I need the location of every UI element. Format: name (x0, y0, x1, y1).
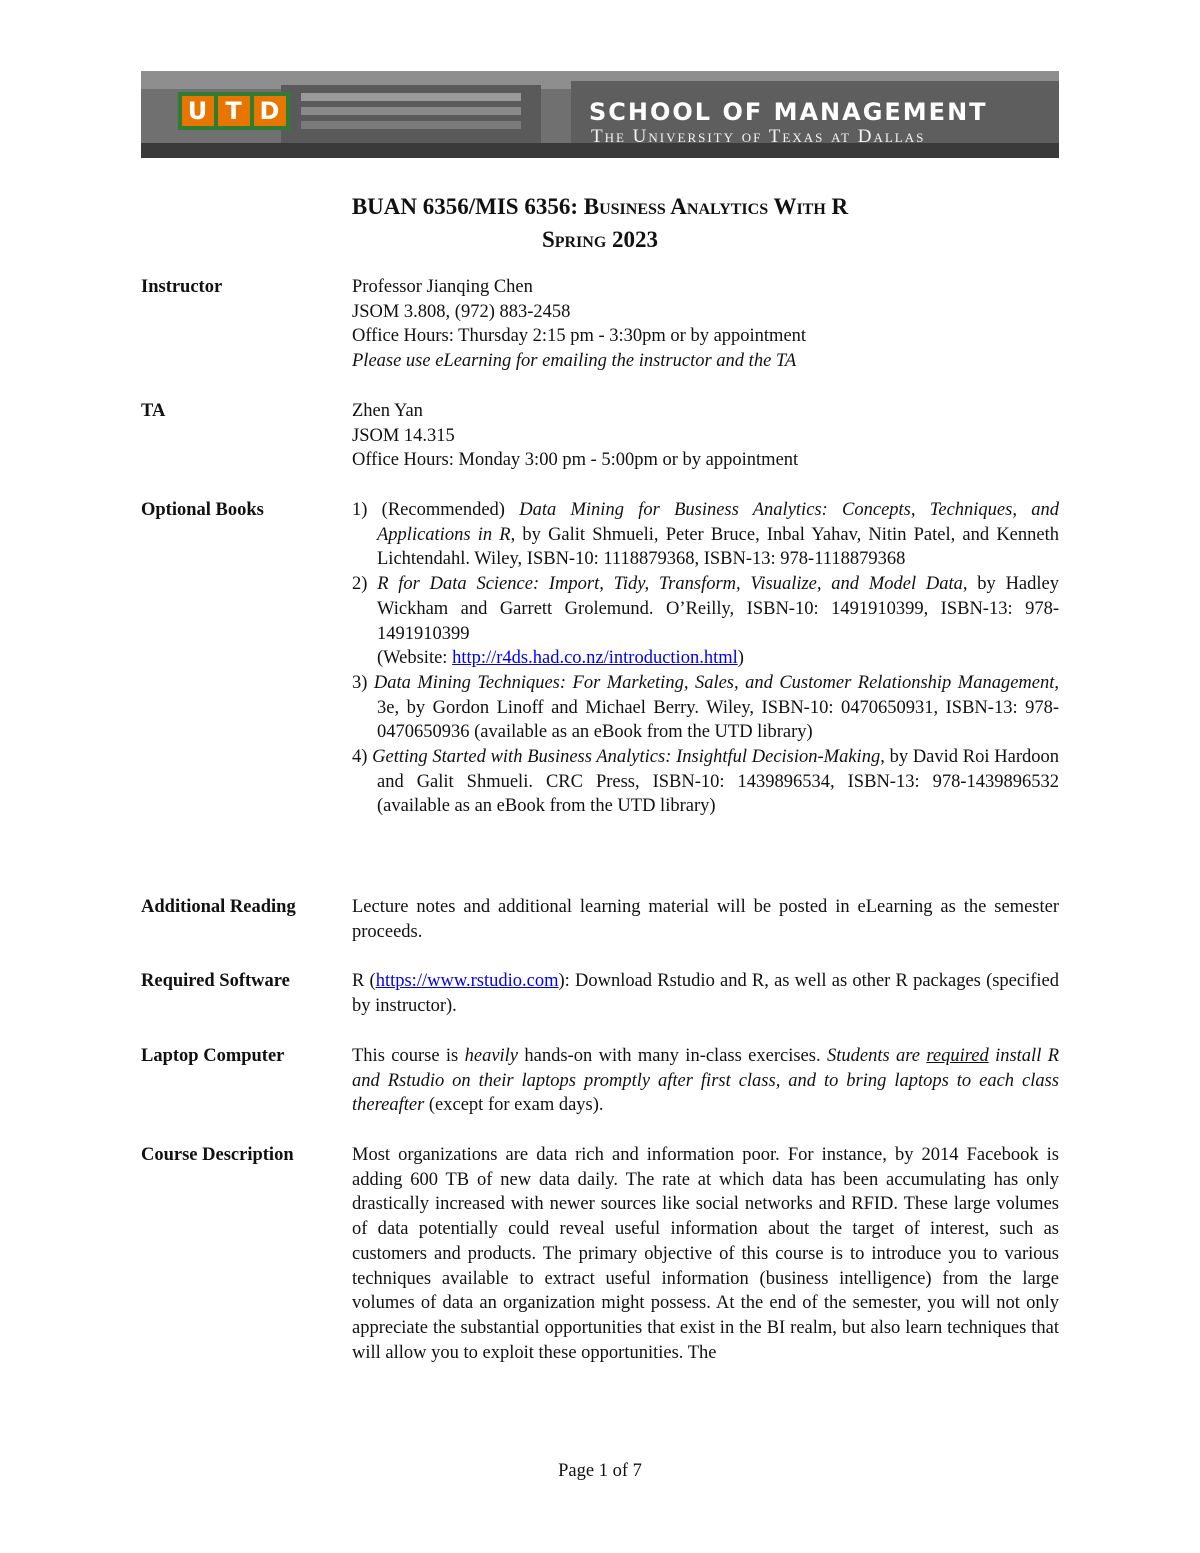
book-1-details: , by Galit Shmueli, Peter Bruce, Inbal Yahav, Nitin Patel, and Kenneth Lichtendahl. Wiley, ISBN-10: 1118879368, ISBN-13: 978-1118879368 (377, 524, 1059, 570)
book-item-3 (352, 671, 1059, 745)
course-term: Spring 2023 (541, 227, 659, 252)
book-item-4 (352, 745, 1059, 819)
laptop-text-3: Students are (826, 1046, 927, 1066)
book-2-title: R for Data Science (377, 574, 533, 595)
software-text (352, 969, 1059, 1018)
university-name: The University of Texas at Dallas (591, 126, 926, 147)
reading-text: Lecture notes and additional learning material will be posted in eLearning as the semester proceeds. (352, 897, 1059, 942)
laptop-text-1: This course is (352, 1046, 465, 1066)
book-2-website-prefix: (Website: (377, 648, 453, 669)
instructor-name: Professor Jianqing Chen (352, 277, 533, 297)
book-3-title: Data Mining Techniques: For Marketing, Sales, and Customer Relationship Management (373, 672, 1055, 693)
books-list (352, 498, 1059, 819)
laptop-label: Laptop Computer (141, 1046, 285, 1066)
software-details: ): Download Rstudio and R, as well as other R packages (specified by instructor). (352, 971, 1060, 1016)
instructor-office: JSOM 3.808, (972) 883-2458 (352, 301, 571, 322)
school-name: SCHOOL OF MANAGEMENT (589, 98, 988, 126)
instructor-contact-note (352, 349, 1059, 374)
ta-name: Zhen Yan (352, 401, 423, 421)
ta-details (352, 399, 1059, 473)
book-4-title: Getting Started with Business Analytics: Insightful Decision-Making (372, 747, 881, 768)
reading-label: Additional Reading (141, 897, 296, 917)
instructor-details (352, 275, 1059, 374)
ta-office: JSOM 14.315 (352, 425, 455, 446)
instructor-note-text: Please use eLearning for emailing the instructor and the TA (352, 351, 797, 372)
book-2-subtitle: : Import, Tidy, Transform, Visualize, and Model Data (532, 574, 963, 595)
logo-letter-u: U (182, 96, 214, 126)
book-2-number: 2) (352, 574, 378, 595)
book-2-details: , by Hadley Wickham and Garrett Grolemund. O’Reilly, ISBN-10: 1491910399, ISBN-13: 978-1491910399 (377, 574, 1059, 644)
book-3-number: 3) (352, 672, 374, 693)
course-code: BUAN 6356/MIS 6356: (351, 194, 584, 219)
book-2-website-suffix: ) (737, 648, 744, 669)
logo-letter-t: T (218, 96, 250, 126)
laptop-text-2: hands-on with many in-class exercises. (518, 1046, 827, 1066)
book-4-number: 4) (352, 747, 373, 768)
rstudio-link[interactable]: https://www.rstudio.com (375, 971, 559, 991)
header-banner (141, 71, 1059, 158)
title-line-1 (0, 190, 1200, 223)
book-item-2 (352, 572, 1059, 671)
instructor-label: Instructor (141, 277, 223, 297)
instructor-hours: Office Hours: Thursday 2:15 pm - 3:30pm or by appointment (352, 326, 807, 347)
ta-hours: Office Hours: Monday 3:00 pm - 5:00pm or by appointment (352, 450, 799, 471)
book-item-1 (352, 498, 1059, 572)
utd-logo (178, 92, 290, 130)
software-label: Required Software (141, 971, 290, 991)
laptop-text-4: install R and Rstudio on their laptops promptly after first class, and to bring laptops to each class thereafter (352, 1046, 1060, 1116)
ta-label: TA (141, 401, 166, 421)
books-label: Optional Books (141, 500, 264, 520)
book-1-number: 1) (Recommended) (352, 500, 520, 520)
logo-letter-d: D (254, 96, 286, 126)
software-prefix: R ( (352, 971, 376, 991)
book-1-title: Data Mining for Business Analytics: Concepts, Techniques, and Applications in R (377, 500, 1059, 545)
book-2-website-link[interactable]: http://r4ds.had.co.nz/introduction.html (452, 648, 738, 669)
book-3-details: , 3e, by Gordon Linoff and Michael Berry. Wiley, ISBN-10: 0470650931, ISBN-13: 978-0470650936 (available as an eBook from the UTD library) (377, 672, 1059, 743)
description-label: Course Description (141, 1145, 294, 1165)
laptop-text (352, 1044, 1059, 1118)
page-number: Page 1 of 7 (558, 1461, 642, 1481)
book-4-details: , by David Roi Hardoon and Galit Shmueli. CRC Press, ISBN-10: 1439896534, ISBN-13: 978-1439896532 (available as an eBook from the UTD library) (377, 747, 1059, 817)
course-name: Business Analytics With R (583, 194, 849, 219)
description-text: Most organizations are data rich and information poor. For instance, by 2014 Facebook is adding 600 TB of new data daily. The rate at which data has been accumulating has only drastically increased with newer sources like social networks and RFID. These large volumes of data potentially could reveal useful information about the target of interest, such as customers and products. The primary objective of this course is to introduce you to various techniques available to extract useful information (business intelligence) from the large volumes of data an organization might possess. At the end of the semester, you will not only appreciate the substantial opportunities that exist in the BI realm, but also learn techniques that will allow you to exploit these opportunities. The (352, 1145, 1059, 1363)
course-title (0, 190, 1200, 256)
laptop-emphasis-heavily: heavily (464, 1046, 519, 1066)
laptop-text-5: (except for exam days). (424, 1095, 604, 1116)
laptop-emphasis-required: required (926, 1046, 989, 1066)
